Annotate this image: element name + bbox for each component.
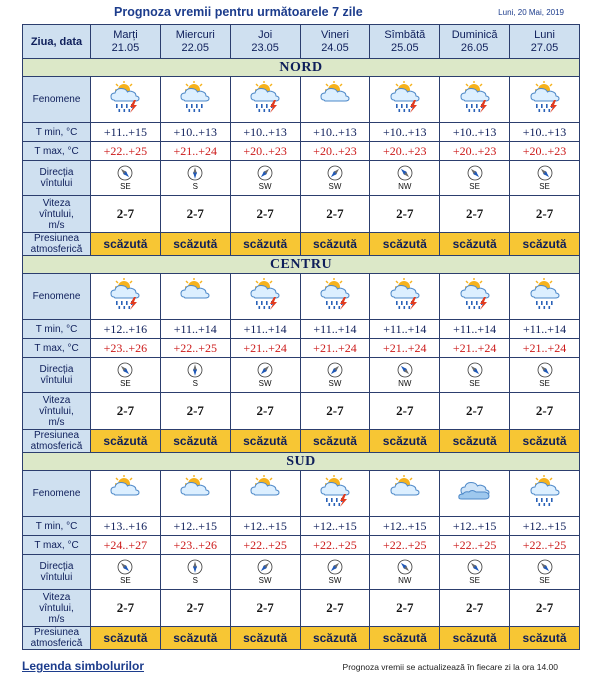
day-name: Vineri	[320, 28, 349, 41]
wind-speed-value: 2-7	[91, 393, 161, 430]
phenomena-row	[23, 471, 580, 517]
pressure-value: scăzută	[370, 233, 440, 256]
wind-direction-value: SW	[258, 576, 272, 585]
phenomena-label: Fenomene	[23, 77, 91, 123]
compass-arrow-icon	[327, 559, 343, 575]
tmax-label: T max, °C	[23, 339, 91, 358]
wind-speed-value: 2-7	[160, 590, 230, 627]
tmax-value: +21..+24	[300, 339, 370, 358]
label-line: m/s	[48, 219, 65, 231]
forecast-table	[22, 24, 580, 650]
weather-cell	[160, 77, 230, 123]
tmin-value: +12..+15	[370, 517, 440, 536]
tmax-value: +22..+25	[160, 339, 230, 358]
wind-direction-value: SE	[469, 182, 480, 191]
wind-direction-value: SE	[120, 576, 131, 585]
compass-arrow-icon	[187, 165, 203, 181]
wind-direction-value: SW	[328, 379, 342, 388]
pressure-value: scăzută	[440, 627, 510, 650]
weather-cell	[370, 274, 440, 320]
weather-cell	[370, 77, 440, 123]
cloud-rain-thunder-icon	[245, 80, 285, 114]
label-line: Viteza	[42, 394, 71, 406]
tmin-label: T min, °C	[23, 517, 91, 536]
tmax-value: +23..+26	[91, 339, 161, 358]
wind-direction-value: SE	[120, 182, 131, 191]
wind-direction-value: NW	[398, 182, 412, 191]
pressure-value: scăzută	[91, 627, 161, 650]
tmin-value: +11..+14	[440, 320, 510, 339]
pressure-label	[23, 233, 91, 256]
wind-direction-cell	[370, 161, 440, 196]
region-header-row	[23, 453, 580, 471]
region-title: CENTRU	[23, 256, 580, 274]
tmin-value: +12..+15	[440, 517, 510, 536]
cloud-rain-thunder-icon	[385, 80, 425, 114]
tmin-value: +12..+15	[160, 517, 230, 536]
weather-cell	[230, 471, 300, 517]
day-date: 21.05	[111, 41, 140, 54]
wind-speed-value: 2-7	[91, 196, 161, 233]
tmax-value: +24..+27	[91, 536, 161, 555]
tmin-value: +11..+14	[370, 320, 440, 339]
wind-speed-value: 2-7	[370, 393, 440, 430]
wind-direction-cell	[510, 161, 580, 196]
label-line: vîntului,	[39, 208, 74, 220]
wind-speed-value: 2-7	[300, 590, 370, 627]
wind-direction-value: S	[192, 576, 198, 585]
day-name: Duminică	[451, 28, 498, 41]
tmax-row	[23, 339, 580, 358]
tmin-value: +10..+13	[440, 123, 510, 142]
weather-cell	[370, 471, 440, 517]
day-name: Marți	[113, 28, 138, 41]
partly-cloudy-icon	[315, 80, 355, 114]
tmax-value: +21..+24	[440, 339, 510, 358]
day-header	[510, 25, 580, 59]
cloud-rain-thunder-icon	[315, 277, 355, 311]
tmin-value: +11..+14	[230, 320, 300, 339]
cloud-rain-thunder-icon	[385, 277, 425, 311]
compass-arrow-icon	[187, 362, 203, 378]
partly-cloudy-icon	[175, 277, 215, 311]
wind-speed-value: 2-7	[300, 393, 370, 430]
pressure-value: scăzută	[160, 430, 230, 453]
wind-speed-value: 2-7	[510, 393, 580, 430]
cloud-rain-thunder-icon	[245, 277, 285, 311]
tmin-row	[23, 320, 580, 339]
compass-arrow-icon	[327, 165, 343, 181]
day-date: 22.05	[181, 41, 210, 54]
label-line: Direcția	[39, 561, 74, 572]
wind-speed-value: 2-7	[370, 590, 440, 627]
tmin-value: +10..+13	[230, 123, 300, 142]
cloudy-icon	[455, 474, 495, 508]
tmax-row	[23, 142, 580, 161]
wind-direction-value: NW	[398, 576, 412, 585]
label-line: vîntului	[40, 178, 73, 189]
wind-direction-cell	[370, 555, 440, 590]
pressure-value: scăzută	[160, 233, 230, 256]
wind-direction-row	[23, 555, 580, 590]
wind-direction-cell	[440, 161, 510, 196]
tmin-value: +12..+15	[510, 517, 580, 536]
tmin-label: T min, °C	[23, 320, 91, 339]
tmax-value: +22..+25	[300, 536, 370, 555]
wind-direction-value: S	[192, 182, 198, 191]
compass-arrow-icon	[537, 362, 553, 378]
label-line: Direcția	[39, 167, 74, 178]
wind-speed-value: 2-7	[510, 196, 580, 233]
tmax-label: T max, °C	[23, 536, 91, 555]
day-date: 26.05	[460, 41, 489, 54]
wind-direction-label	[23, 161, 91, 196]
tmin-value: +12..+15	[230, 517, 300, 536]
cloud-rain-thunder-icon	[315, 474, 355, 508]
wind-direction-cell	[91, 161, 161, 196]
day-name: Joi	[258, 28, 273, 41]
pressure-value: scăzută	[91, 233, 161, 256]
wind-speed-label	[23, 590, 91, 627]
compass-arrow-icon	[187, 559, 203, 575]
compass-arrow-icon	[467, 362, 483, 378]
compass-arrow-icon	[257, 559, 273, 575]
wind-direction-cell	[91, 358, 161, 393]
phenomena-label: Fenomene	[23, 274, 91, 320]
wind-speed-value: 2-7	[230, 590, 300, 627]
cloud-rain-thunder-icon	[105, 80, 145, 114]
label-line: atmosferică	[30, 638, 83, 649]
label-line: Presiunea	[33, 430, 80, 441]
pressure-value: scăzută	[230, 627, 300, 650]
day-date: 23.05	[251, 41, 279, 54]
compass-arrow-icon	[397, 165, 413, 181]
day-header	[230, 25, 300, 59]
label-line: Presiunea	[33, 627, 80, 638]
compass-arrow-icon	[117, 559, 133, 575]
title-bar	[22, 0, 580, 24]
tmax-value: +22..+25	[440, 536, 510, 555]
day-name: Miercuri	[175, 28, 215, 41]
wind-speed-value: 2-7	[370, 196, 440, 233]
update-note: Prognoza vremii se actualizează în fiecare zi la ora 14.00	[342, 662, 558, 672]
tmax-row	[23, 536, 580, 555]
days-header-row	[23, 25, 580, 59]
wind-direction-value: S	[192, 379, 198, 388]
weather-cell	[91, 274, 161, 320]
compass-arrow-icon	[467, 165, 483, 181]
wind-direction-cell	[510, 358, 580, 393]
wind-direction-value: SE	[539, 379, 550, 388]
wind-direction-value: SW	[258, 182, 272, 191]
tmax-label: T max, °C	[23, 142, 91, 161]
wind-direction-value: SE	[120, 379, 131, 388]
pressure-value: scăzută	[230, 233, 300, 256]
weather-cell	[300, 77, 370, 123]
partly-cloudy-icon	[245, 474, 285, 508]
weather-cell	[230, 274, 300, 320]
label-line: atmosferică	[30, 244, 83, 255]
issue-date: Luni, 20 Mai, 2019	[498, 8, 564, 17]
wind-direction-cell	[230, 358, 300, 393]
wind-direction-cell	[160, 555, 230, 590]
weather-cell	[160, 274, 230, 320]
day-name: Luni	[534, 28, 555, 41]
weather-cell	[440, 471, 510, 517]
wind-direction-row	[23, 161, 580, 196]
compass-arrow-icon	[397, 559, 413, 575]
wind-direction-cell	[440, 358, 510, 393]
cloud-rain-icon	[525, 474, 565, 508]
legend-link[interactable]: Legenda simbolurilor	[22, 659, 145, 673]
weather-cell	[440, 77, 510, 123]
tmin-value: +10..+13	[160, 123, 230, 142]
label-line: m/s	[48, 416, 65, 428]
tmax-value: +22..+25	[230, 536, 300, 555]
wind-direction-value: SW	[328, 182, 342, 191]
wind-direction-value: SE	[539, 182, 550, 191]
label-line: Presiunea	[33, 233, 80, 244]
tmin-value: +13..+16	[91, 517, 161, 536]
wind-direction-label	[23, 555, 91, 590]
tmax-value: +21..+24	[160, 142, 230, 161]
partly-cloudy-icon	[105, 474, 145, 508]
wind-speed-value: 2-7	[230, 196, 300, 233]
wind-direction-cell	[370, 358, 440, 393]
label-line: atmosferică	[30, 441, 83, 452]
tmin-value: +11..+14	[510, 320, 580, 339]
day-name: Sîmbătă	[384, 28, 426, 41]
pressure-value: scăzută	[370, 627, 440, 650]
compass-arrow-icon	[537, 165, 553, 181]
weather-cell	[230, 77, 300, 123]
wind-direction-cell	[300, 358, 370, 393]
wind-direction-value: SE	[469, 379, 480, 388]
page-title: Prognoza vremii pentru următoarele 7 zile	[114, 5, 363, 19]
wind-speed-value: 2-7	[440, 590, 510, 627]
wind-direction-row	[23, 358, 580, 393]
wind-direction-value: NW	[398, 379, 412, 388]
day-header	[160, 25, 230, 59]
pressure-value: scăzută	[440, 233, 510, 256]
tmax-value: +20..+23	[440, 142, 510, 161]
wind-speed-value: 2-7	[160, 393, 230, 430]
day-header	[440, 25, 510, 59]
pressure-row	[23, 233, 580, 256]
region-title: SUD	[23, 453, 580, 471]
weather-cell	[91, 471, 161, 517]
cloud-rain-thunder-icon	[455, 80, 495, 114]
weather-cell	[440, 274, 510, 320]
tmax-value: +20..+23	[300, 142, 370, 161]
wind-direction-value: SE	[469, 576, 480, 585]
tmax-value: +22..+25	[91, 142, 161, 161]
tmin-value: +12..+16	[91, 320, 161, 339]
day-header	[370, 25, 440, 59]
partly-cloudy-icon	[175, 474, 215, 508]
wind-speed-label	[23, 393, 91, 430]
label-line: Viteza	[42, 591, 71, 603]
wind-speed-value: 2-7	[160, 196, 230, 233]
pressure-value: scăzută	[510, 233, 580, 256]
phenomena-label: Fenomene	[23, 471, 91, 517]
wind-direction-cell	[160, 161, 230, 196]
day-header	[91, 25, 161, 59]
compass-arrow-icon	[257, 165, 273, 181]
weather-cell	[300, 471, 370, 517]
wind-direction-label	[23, 358, 91, 393]
day-date: 24.05	[321, 41, 349, 54]
tmax-value: +21..+24	[510, 339, 580, 358]
weather-cell	[510, 77, 580, 123]
wind-direction-value: SW	[258, 379, 272, 388]
corner-label: Ziua, data	[23, 25, 91, 59]
tmax-value: +23..+26	[160, 536, 230, 555]
wind-speed-label	[23, 196, 91, 233]
pressure-value: scăzută	[510, 430, 580, 453]
cloud-rain-icon	[525, 277, 565, 311]
footer	[22, 658, 580, 678]
region-header-row	[23, 256, 580, 274]
cloud-rain-thunder-icon	[525, 80, 565, 114]
pressure-label	[23, 430, 91, 453]
label-line: vîntului	[40, 375, 73, 386]
wind-speed-value: 2-7	[300, 196, 370, 233]
pressure-value: scăzută	[370, 430, 440, 453]
compass-arrow-icon	[467, 559, 483, 575]
pressure-value: scăzută	[300, 430, 370, 453]
tmax-value: +21..+24	[230, 339, 300, 358]
pressure-value: scăzută	[300, 233, 370, 256]
tmin-row	[23, 123, 580, 142]
wind-direction-cell	[91, 555, 161, 590]
wind-direction-cell	[300, 161, 370, 196]
wind-direction-cell	[230, 161, 300, 196]
tmin-value: +11..+14	[160, 320, 230, 339]
day-date: 27.05	[530, 41, 559, 54]
wind-speed-value: 2-7	[440, 196, 510, 233]
compass-arrow-icon	[537, 559, 553, 575]
phenomena-row	[23, 77, 580, 123]
day-header	[300, 25, 370, 59]
weather-cell	[510, 471, 580, 517]
wind-speed-row	[23, 196, 580, 233]
wind-direction-cell	[440, 555, 510, 590]
label-line: m/s	[48, 613, 65, 625]
compass-arrow-icon	[117, 362, 133, 378]
label-line: Viteza	[42, 197, 71, 209]
wind-speed-row	[23, 590, 580, 627]
pressure-label	[23, 627, 91, 650]
wind-speed-value: 2-7	[91, 590, 161, 627]
compass-arrow-icon	[257, 362, 273, 378]
tmin-label: T min, °C	[23, 123, 91, 142]
wind-direction-value: SE	[539, 576, 550, 585]
pressure-value: scăzută	[230, 430, 300, 453]
tmax-value: +21..+24	[370, 339, 440, 358]
tmin-row	[23, 517, 580, 536]
wind-speed-row	[23, 393, 580, 430]
cloud-rain-icon	[175, 80, 215, 114]
partly-cloudy-icon	[385, 474, 425, 508]
pressure-value: scăzută	[160, 627, 230, 650]
wind-speed-value: 2-7	[510, 590, 580, 627]
tmax-value: +20..+23	[370, 142, 440, 161]
region-header-row	[23, 59, 580, 77]
label-line: Direcția	[39, 364, 74, 375]
tmax-value: +20..+23	[510, 142, 580, 161]
tmin-value: +10..+13	[370, 123, 440, 142]
tmax-value: +20..+23	[230, 142, 300, 161]
cloud-rain-thunder-icon	[455, 277, 495, 311]
label-line: vîntului	[40, 572, 73, 583]
tmax-value: +22..+25	[510, 536, 580, 555]
wind-direction-cell	[510, 555, 580, 590]
wind-speed-value: 2-7	[230, 393, 300, 430]
compass-arrow-icon	[397, 362, 413, 378]
pressure-value: scăzută	[510, 627, 580, 650]
day-date: 25.05	[391, 41, 419, 54]
label-line: vîntului,	[39, 405, 74, 417]
wind-speed-value: 2-7	[440, 393, 510, 430]
pressure-value: scăzută	[91, 430, 161, 453]
region-title: NORD	[23, 59, 580, 77]
pressure-row	[23, 430, 580, 453]
tmin-value: +11..+14	[300, 320, 370, 339]
weather-cell	[160, 471, 230, 517]
pressure-value: scăzută	[300, 627, 370, 650]
tmin-value: +10..+13	[300, 123, 370, 142]
cloud-rain-thunder-icon	[105, 277, 145, 311]
tmax-value: +22..+25	[370, 536, 440, 555]
wind-direction-value: SW	[328, 576, 342, 585]
wind-direction-cell	[160, 358, 230, 393]
tmin-value: +11..+15	[91, 123, 161, 142]
weather-cell	[300, 274, 370, 320]
pressure-row	[23, 627, 580, 650]
weather-cell	[91, 77, 161, 123]
forecast-page	[22, 0, 580, 673]
wind-direction-cell	[230, 555, 300, 590]
weather-cell	[510, 274, 580, 320]
compass-arrow-icon	[327, 362, 343, 378]
tmin-value: +12..+15	[300, 517, 370, 536]
label-line: vîntului,	[39, 602, 74, 614]
wind-direction-cell	[300, 555, 370, 590]
phenomena-row	[23, 274, 580, 320]
compass-arrow-icon	[117, 165, 133, 181]
tmin-value: +10..+13	[510, 123, 580, 142]
pressure-value: scăzută	[440, 430, 510, 453]
